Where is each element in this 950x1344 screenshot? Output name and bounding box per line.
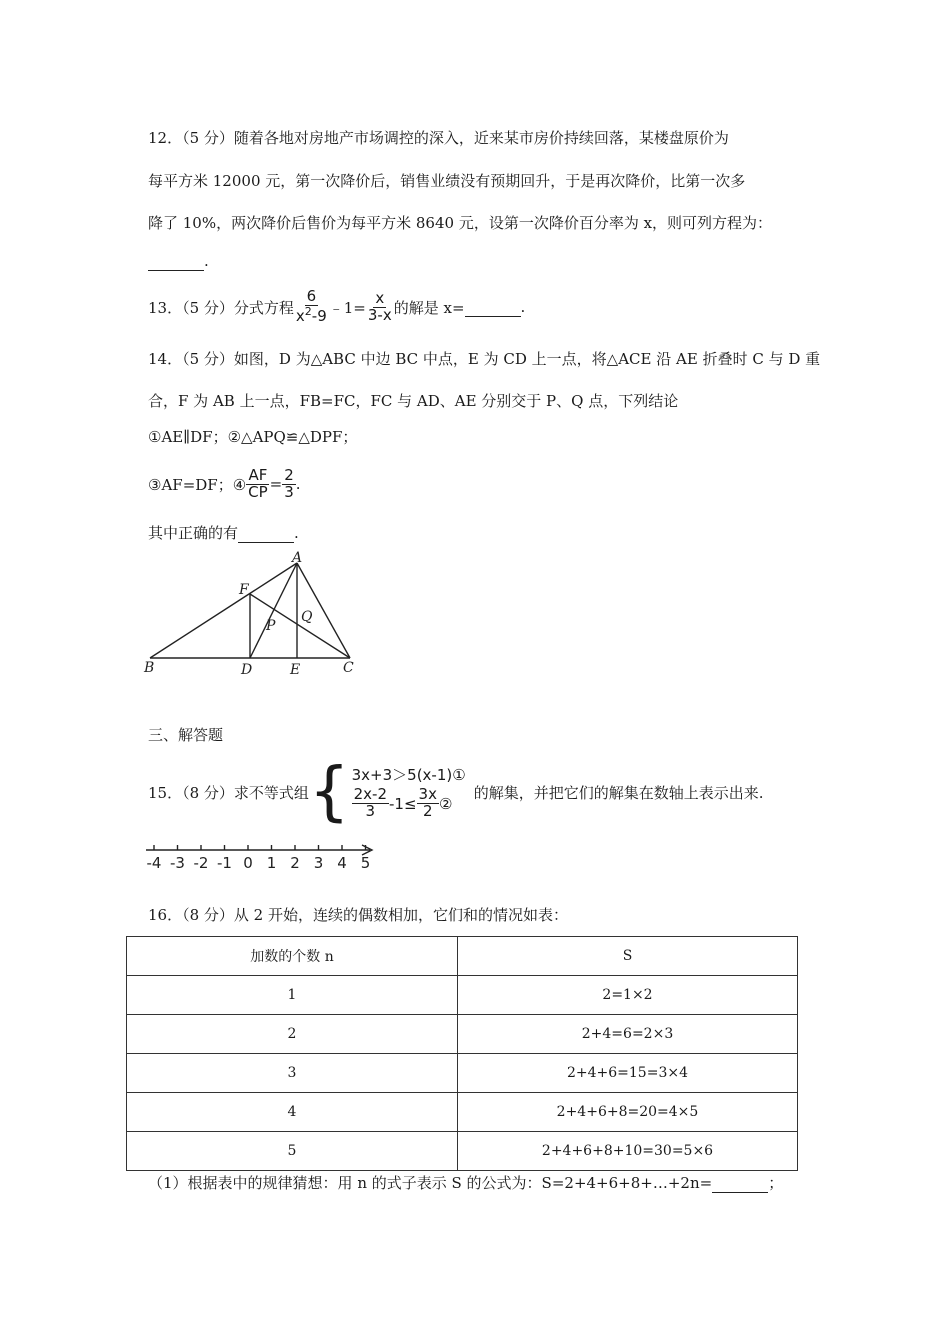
label-p: P xyxy=(266,618,276,634)
inequality-1: 3x+3＞5(x-1)① xyxy=(351,766,466,785)
axis-tick-label: -1 xyxy=(217,854,232,872)
axis-tick-label: -4 xyxy=(146,854,162,872)
ineq2-mark: ② xyxy=(438,794,453,813)
q14-line4-tail: . xyxy=(295,475,301,493)
table-cell: 2 xyxy=(127,1015,458,1054)
q14-line4 xyxy=(148,462,301,506)
q14-line3: ①AE∥DF；②△APQ≌△DPF； xyxy=(148,428,358,446)
den-base: x xyxy=(295,307,305,325)
sum-table xyxy=(126,936,798,1171)
label-c: C xyxy=(343,660,354,676)
ineq2-middle: -1≤ xyxy=(389,794,417,813)
table-cell: 3 xyxy=(127,1054,458,1093)
q12-tail: . xyxy=(204,252,209,270)
q15 xyxy=(148,750,763,834)
q14-line2: 合，F 为 AB 上一点，FB=FC，FC 与 AD、AE 分别交于 P、Q 点，下列结论 xyxy=(148,392,679,410)
section-title: 三、解答题 xyxy=(148,726,224,744)
system-brace: { xyxy=(308,755,350,829)
q14-fraction-af-cp xyxy=(246,465,270,501)
q16-sub1-tail: ； xyxy=(768,1174,784,1192)
q13-fraction-1 xyxy=(294,289,329,325)
den-rest: -9 xyxy=(311,307,327,325)
q13-suffix: 的解是 x= xyxy=(393,298,465,317)
frac-numerator: 2 xyxy=(284,465,294,484)
axis-tick-label: 4 xyxy=(337,854,347,872)
answer-blank xyxy=(465,298,521,317)
q14-line1: 14．（5 分）如图，D 为△ABC 中边 BC 中点，E 为 CD 上一点，将△ACE 沿 AE 折叠时 C 与 D 重 xyxy=(148,350,821,368)
q14-line5-tail: . xyxy=(294,524,299,542)
answer-blank xyxy=(712,1174,768,1193)
axis-ticks xyxy=(147,845,371,872)
frac-numerator: 6 xyxy=(306,287,317,306)
q12-line2: 每平方米 12000 元，第一次降价后，销售业绩没有预期回升，于是再次降价，比第一次多 xyxy=(148,172,746,190)
q16-sub1-text: （1）根据表中的规律猜想：用 n 的式子表示 S 的公式为：S=2+4+6+8+…+2n= xyxy=(148,1174,713,1192)
number-line xyxy=(142,838,382,874)
table-cell: 2=1×2 xyxy=(458,976,798,1015)
q12-line1: 12．（5 分）随着各地对房地产市场调控的深入，近来某市房价持续回落，某楼盘原价为 xyxy=(148,129,729,147)
ineq2-right-fraction xyxy=(417,787,439,820)
frac-denominator: CP xyxy=(248,482,268,501)
table-cell: 2+4=6=2×3 xyxy=(458,1015,798,1054)
table-cell: 2+4+6+8+10=30=5×6 xyxy=(458,1132,798,1171)
q13-prefix: 13．（5 分）分式方程 xyxy=(148,298,294,317)
frac-numerator: 3x xyxy=(418,785,437,804)
q14-line4-prefix: ③AF=DF；④ xyxy=(148,475,247,494)
segment-ad xyxy=(250,563,297,658)
q12-line3: 降了 10%，两次降价后售价为每平方米 8640 元，设第一次降价百分率为 x，则可列方程为： xyxy=(148,214,773,232)
label-b: B xyxy=(144,660,155,676)
q16-sub1 xyxy=(148,1172,783,1193)
q13-tail: . xyxy=(520,298,526,316)
axis-tick-label: 3 xyxy=(313,854,324,872)
equals-sign: = xyxy=(269,475,283,493)
q13-minus-one: ﹣1= xyxy=(328,298,366,317)
label-f: F xyxy=(239,582,249,598)
frac-numerator: 2x-2 xyxy=(353,785,388,804)
q15-prefix: 15．（8 分）求不等式组 xyxy=(148,783,309,802)
q14-line5-text: 其中正确的有 xyxy=(148,524,239,542)
axis-tick-label: -3 xyxy=(170,854,185,872)
label-e: E xyxy=(290,662,301,678)
q14-fraction-2-3 xyxy=(282,465,296,501)
frac-denominator: 3 xyxy=(365,802,376,820)
ineq2-left-fraction xyxy=(352,787,389,820)
triangle-figure xyxy=(138,550,368,680)
q15-suffix: 的解集，并把它们的解集在数轴上表示出来. xyxy=(473,783,764,802)
frac-denominator: 2 xyxy=(422,802,433,820)
frac-numerator: AF xyxy=(248,465,268,484)
q14-line5 xyxy=(148,522,299,543)
axis-tick-label: -2 xyxy=(193,854,209,872)
label-a: A xyxy=(292,550,303,566)
segment-fc xyxy=(250,594,350,658)
table-row xyxy=(127,976,798,1015)
inequality-system xyxy=(352,764,466,820)
frac-denominator xyxy=(294,306,329,325)
frac-denominator: 3-x xyxy=(367,305,392,324)
table-cell: 2+4+6+8=20=4×5 xyxy=(458,1093,798,1132)
axis-tick-label: 5 xyxy=(360,854,371,872)
label-q: Q xyxy=(301,609,313,625)
table-cell: 1 xyxy=(127,976,458,1015)
axis-tick-label: 0 xyxy=(243,854,253,872)
header-cell: 加数的个数 n xyxy=(127,937,458,976)
q13-fraction-2 xyxy=(366,288,394,324)
header-cell: S xyxy=(458,937,798,976)
table-cell: 2+4+6=15=3×4 xyxy=(458,1054,798,1093)
inequality-2 xyxy=(352,787,466,820)
answer-blank xyxy=(148,252,204,271)
axis-tick-label: 2 xyxy=(290,854,300,872)
table-cell: 5 xyxy=(127,1132,458,1171)
figure-lines xyxy=(150,563,350,658)
axis-tick-label: 1 xyxy=(266,854,277,872)
table-row xyxy=(127,1132,798,1171)
table-cell: 4 xyxy=(127,1093,458,1132)
table-row xyxy=(127,1093,798,1132)
frac-denominator: 3 xyxy=(284,482,294,501)
den-exponent: 2 xyxy=(304,305,312,318)
q12-answer-line xyxy=(148,252,209,271)
label-d: D xyxy=(241,662,253,678)
q13 xyxy=(148,285,525,329)
table-row xyxy=(127,1015,798,1054)
q16-intro: 16．（8 分）从 2 开始，连续的偶数相加，它们和的情况如表： xyxy=(148,906,568,924)
frac-numerator: x xyxy=(375,288,385,307)
answer-blank xyxy=(238,524,294,543)
table-row xyxy=(127,1054,798,1093)
table-header-row xyxy=(127,937,798,976)
